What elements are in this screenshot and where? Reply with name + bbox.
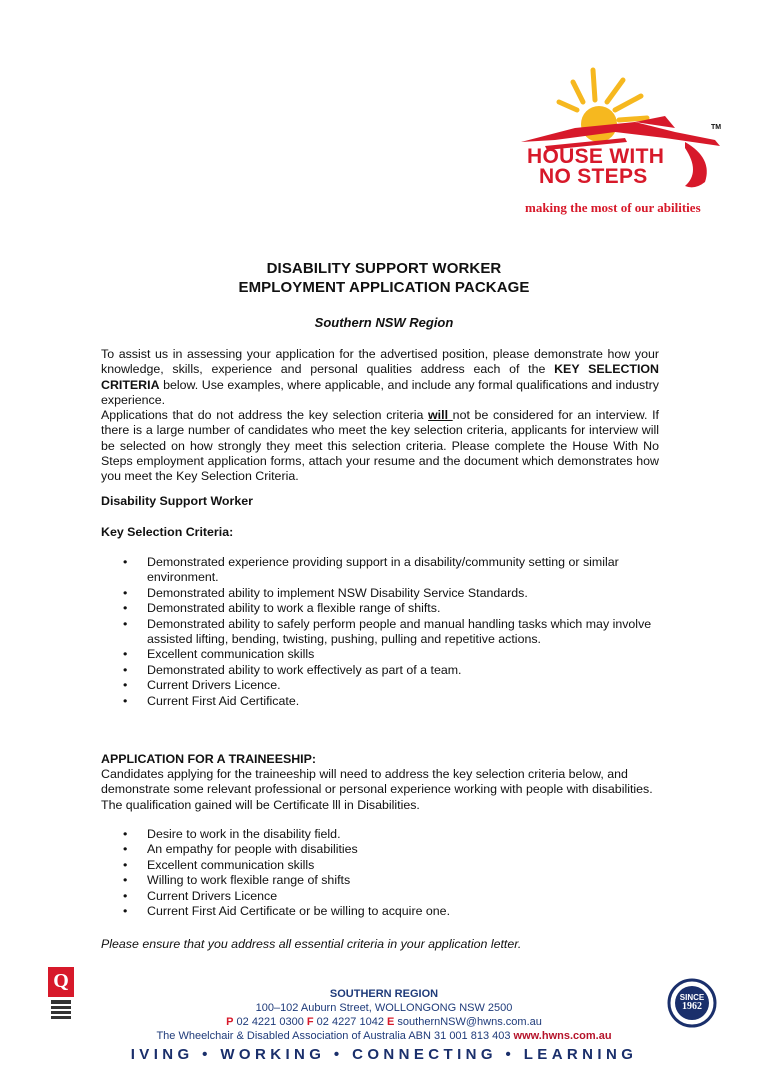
list-item: • Current First Aid Certificate.: [101, 694, 661, 709]
list-item: • Willing to work flexible range of shifts: [101, 873, 661, 888]
intro-p2-text-c: not be considered for an interview. If there is a large number of candidates who meet the key selection criteria, applicants for interview will be selected on how strongly they meet this selection criteria. Please complete the House With No Steps employment application forms, attach your resume and the document which demonstrates how you meet the Key Selection Criteria.: [101, 408, 659, 484]
list-item: • Current First Aid Certificate or be willing to acquire one.: [101, 904, 661, 919]
will-emphasis: will: [428, 408, 453, 423]
trademark-label: TM: [711, 124, 722, 131]
since-seal: [667, 978, 717, 1028]
intro-section: [101, 347, 659, 485]
page-title-line-2: EMPLOYMENT APPLICATION PACKAGE: [238, 279, 530, 296]
house-with-no-steps-logo: [515, 62, 725, 222]
intro-p1-text-a: To assist us in assessing your application for the advertised position, please demonstrate how your knowledge, skills, experience and personal qualities address each of the: [101, 347, 659, 377]
traineeship-list: [101, 827, 661, 919]
intro-paragraph-1: [101, 347, 659, 408]
logo-tagline: making the most of our abilities: [525, 200, 701, 215]
footer-contact-line: [0, 1015, 768, 1030]
footer-phone: 02 4221 0300: [233, 1016, 307, 1028]
footer-org-line: [0, 1029, 768, 1044]
q-badge-letter: Q: [53, 970, 69, 992]
list-item: • Demonstrated ability to work effectively as part of a team.: [101, 663, 661, 678]
footer-strapline: IVING • WORKING • CONNECTING • LEARNING: [130, 1046, 638, 1063]
footer-address: 100–102 Auburn Street, WOLLONGONG NSW 2500: [255, 1002, 513, 1014]
key-selection-criteria-emphasis: KEY SELECTION CRITERIA: [101, 362, 660, 392]
footer-email: southernNSW@hwns.com.au: [394, 1016, 542, 1028]
intro-p1-text-c: below. Use examples, where applicable, and include any formal qualifications and industry experience.: [101, 377, 659, 407]
intro-p2-text-a: Applications that do not address the key selection criteria: [101, 408, 429, 423]
footer-org: The Wheelchair & Disabled Association of Australia ABN 31 001 813 403: [156, 1030, 514, 1042]
fax-label: F: [306, 1016, 314, 1028]
list-item: • Desire to work in the disability field.: [101, 827, 661, 842]
role-heading: Disability Support Worker: [101, 494, 253, 508]
criteria-heading: Key Selection Criteria:: [101, 525, 234, 539]
list-item: • Demonstrated ability to implement NSW Disability Service Standards.: [101, 586, 661, 601]
traineeship-text: Candidates applying for the traineeship will need to address the key selection criteria below, and demonstrate some relevant professional or personal experience working with people with disabilities. The qualification gained will be Certificate lll in Disabilities.: [101, 767, 653, 812]
intro-paragraph-2: [101, 408, 659, 484]
seal-since: SINCE: [679, 993, 705, 1002]
region-subtitle: Southern NSW Region: [314, 315, 454, 330]
footer-website-link[interactable]: www.hwns.com.au: [513, 1030, 612, 1042]
list-item: • Current Drivers Licence: [101, 889, 661, 904]
list-item: • Excellent communication skills: [101, 647, 661, 662]
list-item: • Current Drivers Licence.: [101, 678, 661, 693]
footer-region: SOUTHERN REGION: [329, 988, 439, 1000]
closing-note: Please ensure that you address all essential criteria in your application letter.: [101, 937, 522, 951]
criteria-list: [101, 555, 661, 709]
list-item: • Demonstrated ability to work a flexible range of shifts.: [101, 601, 661, 616]
phone-label: P: [226, 1016, 234, 1028]
logo-line-2: NO STEPS: [539, 165, 648, 188]
page-title-line-1: DISABILITY SUPPORT WORKER: [266, 260, 502, 277]
logo-line-1: HOUSE WITH: [527, 145, 665, 168]
list-item: • Demonstrated ability to safely perform people and manual handling tasks which may involve assisted lifting, bending, twisting, pushing, pulling and repetitive actions.: [101, 617, 661, 648]
list-item: • Demonstrated experience providing support in a disability/community setting or similar environment.: [101, 555, 661, 586]
list-item: • An empathy for people with disabilities: [101, 842, 661, 857]
traineeship-heading: APPLICATION FOR A TRAINEESHIP:: [101, 752, 317, 766]
list-item: • Excellent communication skills: [101, 858, 661, 873]
footer-fax: 02 4227 1042: [313, 1016, 388, 1028]
email-label: E: [387, 1016, 395, 1028]
sun-house-graphic: [515, 62, 725, 222]
seal-year: 1962: [682, 1001, 702, 1012]
